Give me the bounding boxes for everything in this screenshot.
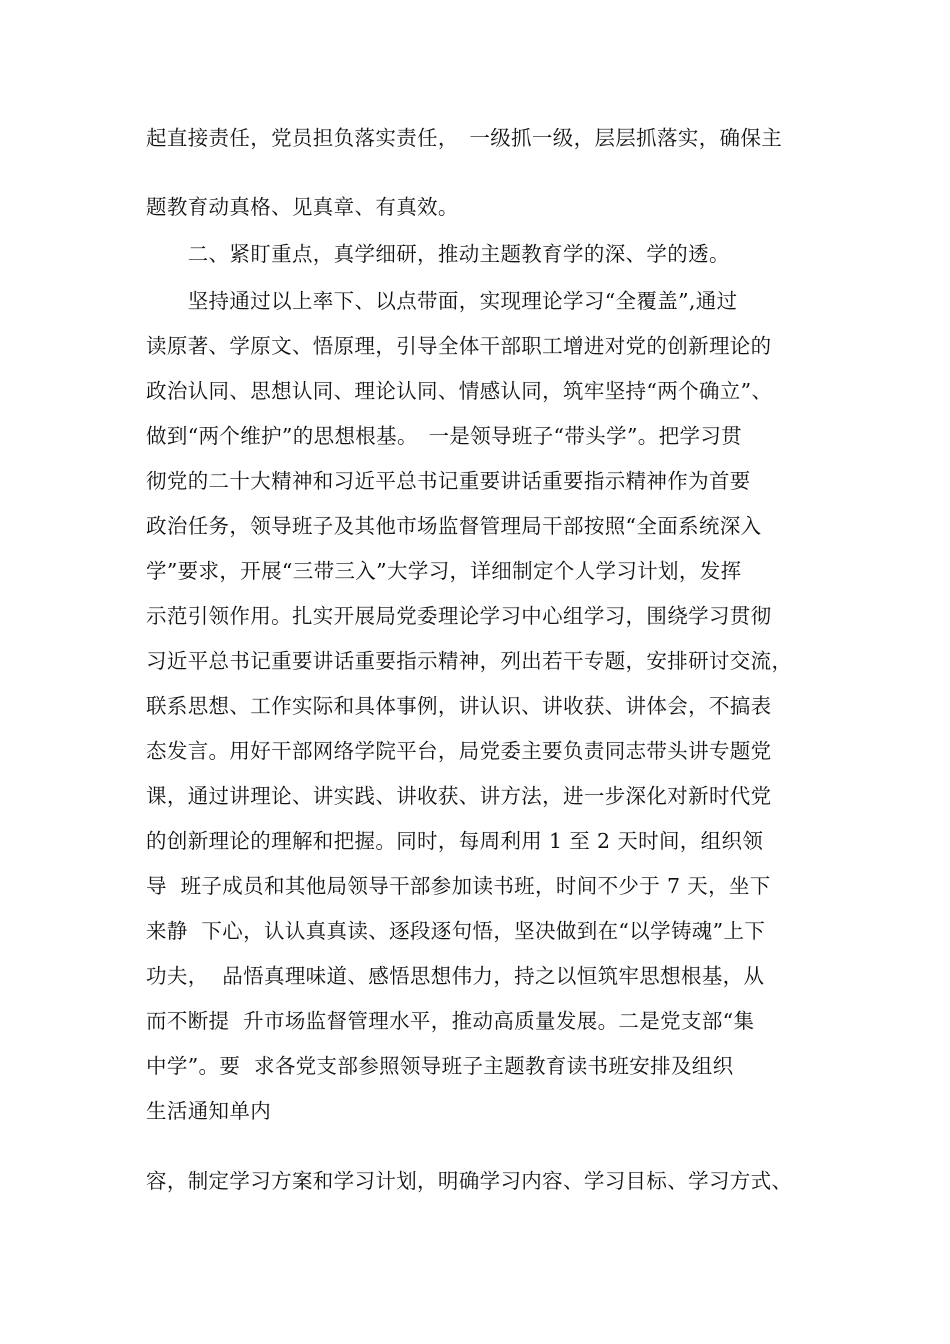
text-line: 的创新理论的理解和把握。同时，每周利用 1 至 2 天时间，组织领 — [146, 829, 764, 853]
text-line: 中学”。要 求各党支部参照领导班子主题教育读书班安排及组织 — [146, 1054, 734, 1078]
text-line: 二、紧盯重点，真学细研，推动主题教育学的深、学的透。 — [146, 242, 730, 266]
text-line: 生活通知单内 — [146, 1099, 272, 1123]
text-line: 政治认同、思想认同、理论认同、情感认同，筑牢坚持“两个确立”、 — [146, 379, 773, 403]
text-line: 功夫， 品悟真理味道、感悟思想伟力，持之以恒筑牢思想根基，从 — [146, 964, 765, 988]
text-line: 容，制定学习方案和学习计划，明确学习内容、学习目标、学习方式、 — [146, 1169, 793, 1193]
text-line: 课，通过讲理论、讲实践、讲收获、讲方法，进一步深化对新时代党 — [146, 784, 772, 808]
text-line: 示范引领作用。扎实开展局党委理论学习中心组学习，围绕学习贯彻 — [146, 604, 772, 628]
text-line: 题教育动真格、见真章、有真效。 — [146, 195, 459, 219]
text-line: 导 班子成员和其他局领导干部参加读书班，时间不少于 7 天，坐下 — [146, 874, 771, 898]
text-line: 而不断提 升市场监督管理水平，推动高质量发展。二是党支部“集 — [146, 1009, 755, 1033]
text-line: 读原著、学原文、悟原理，引导全体干部职工增进对党的创新理论的 — [146, 334, 772, 358]
text-line: 来静 下心，认认真真读、逐段逐句悟，坚决做到在“以学铸魂”上下 — [146, 919, 766, 943]
text-line: 态发言。用好干部网络学院平台，局党委主要负责同志带头讲专题党 — [146, 739, 772, 763]
text-line: 坚持通过以上率下、以点带面，实现理论学习“全覆盖”,通过 — [146, 289, 738, 313]
text-line: 起直接责任，党员担负落实责任， 一级抓一级，层层抓落实，确保主 — [146, 126, 783, 150]
text-line: 习近平总书记重要讲话重要指示精神，列出若干专题，安排研讨交流， — [146, 649, 793, 673]
text-line: 政治任务，领导班子及其他市场监督管理局干部按照“全面系统深入 — [146, 514, 762, 538]
text-line: 学”要求，开展“三带三入”大学习，详细制定个人学习计划，发挥 — [146, 559, 742, 583]
text-line: 做到“两个维护”的思想根基。 一是领导班子“带头学”。把学习贯 — [146, 424, 743, 448]
text-line: 彻党的二十大精神和习近平总书记重要讲话重要指示精神作为首要 — [146, 469, 751, 493]
text-line: 联系思想、工作实际和具体事例，讲认识、讲收获、讲体会，不搞表 — [146, 694, 772, 718]
